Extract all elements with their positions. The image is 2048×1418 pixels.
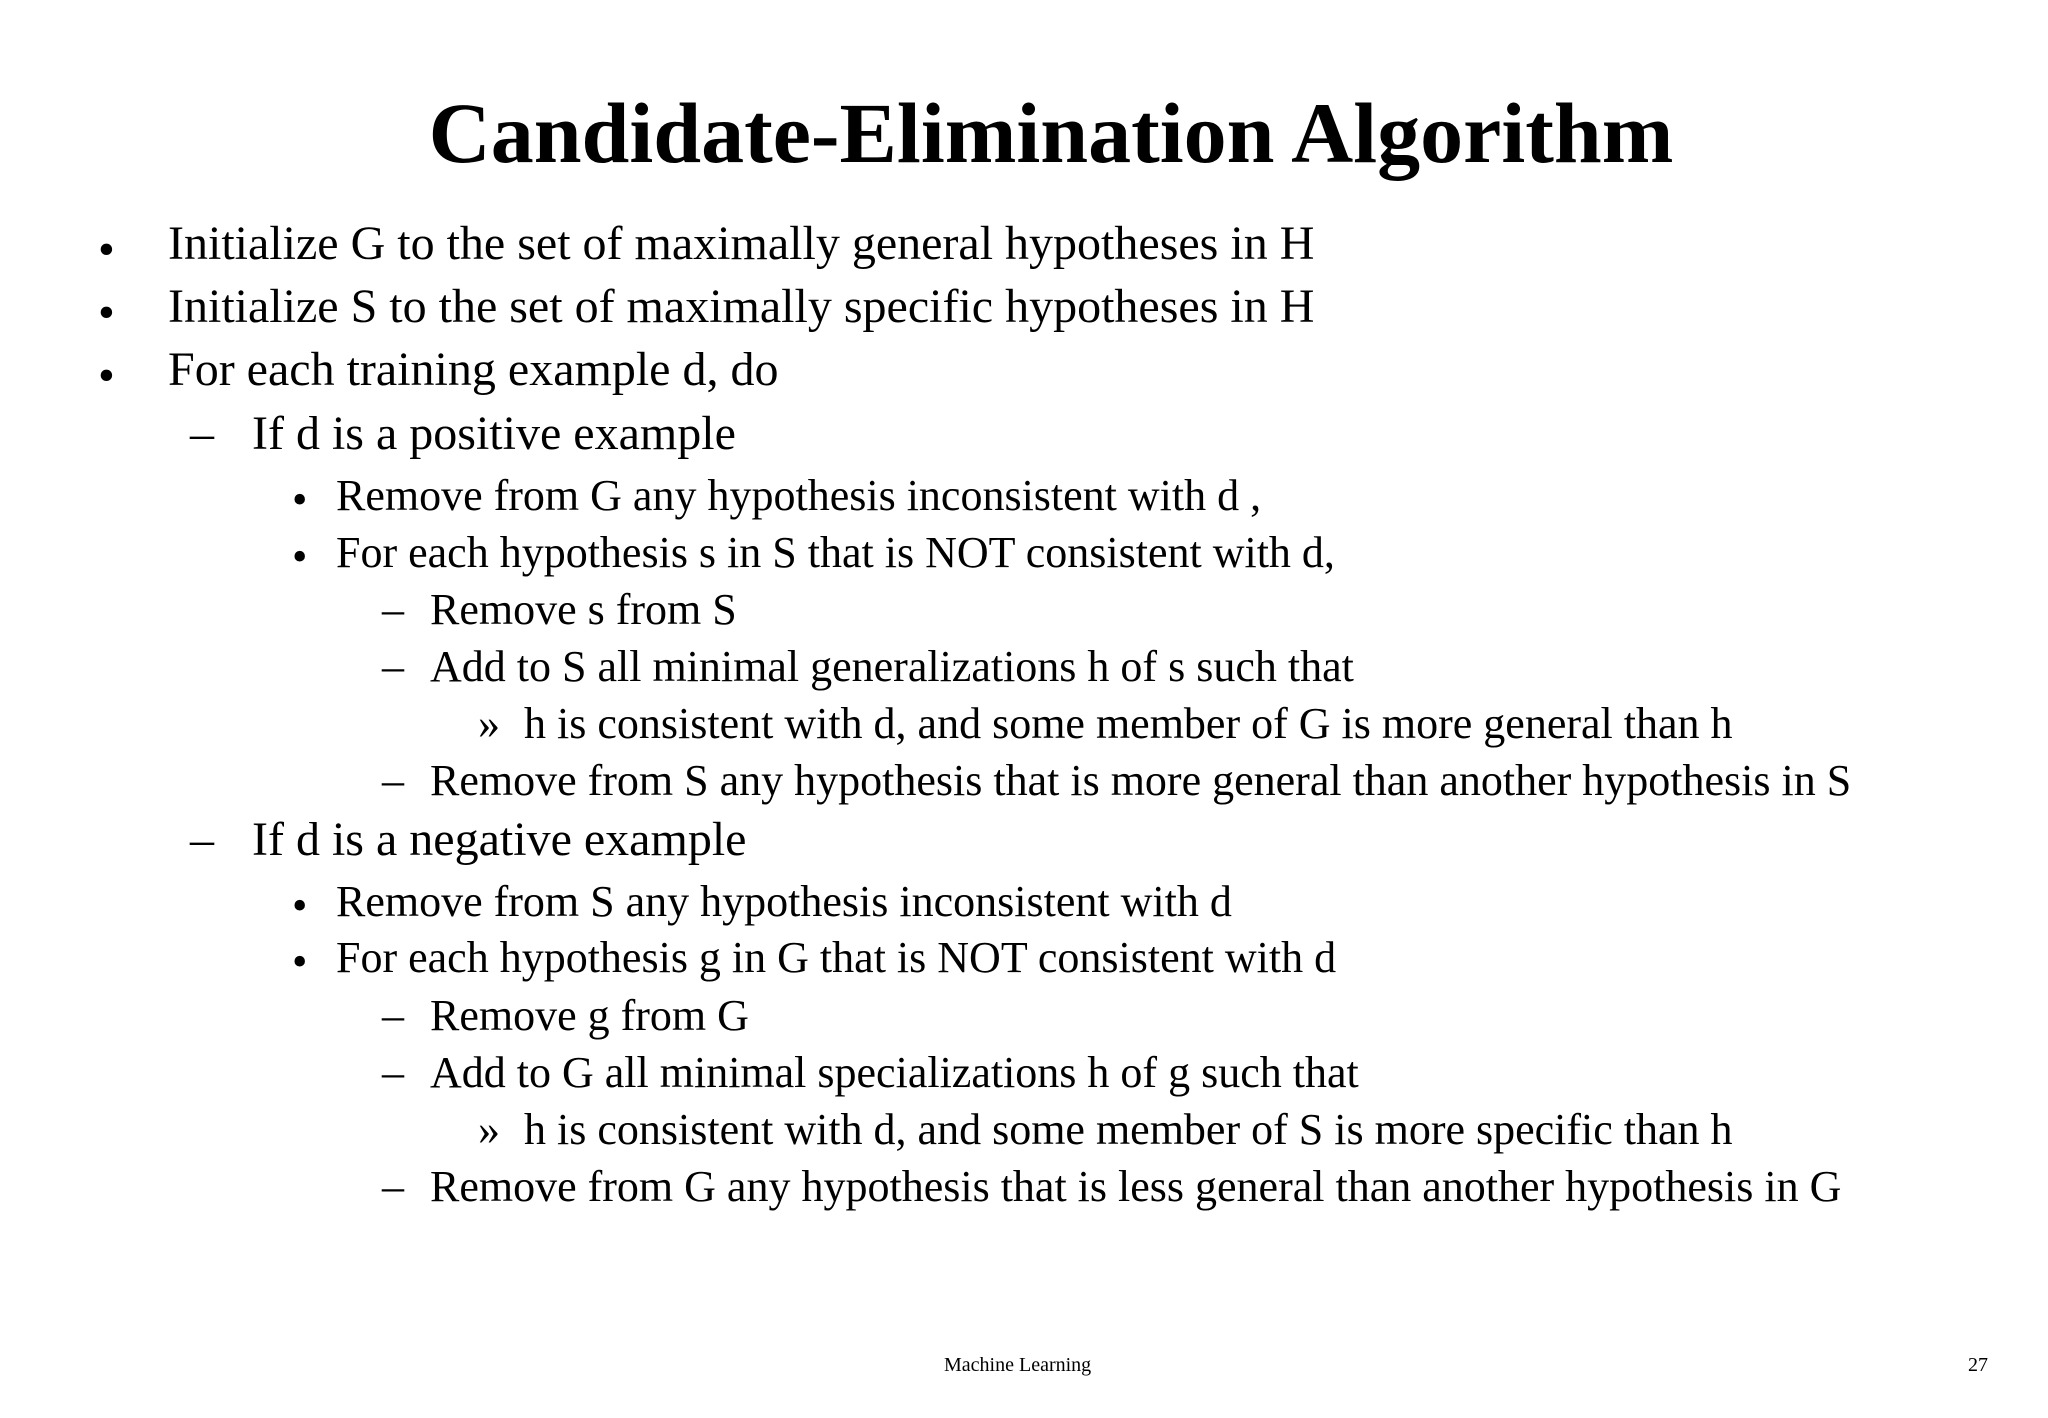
chevron-marker: » <box>478 699 500 748</box>
sub-dash-remove-more-general: Remove from S any hypothesis that is more general than another hypothesis in S <box>430 756 1852 805</box>
dash-marker: – <box>382 756 404 805</box>
dash-item-negative: If d is a negative example <box>252 813 747 866</box>
bullet-marker: • <box>292 475 308 524</box>
page-number: 27 <box>1968 1354 1988 1376</box>
bullet-marker: • <box>292 881 308 930</box>
dash-marker: – <box>190 407 214 460</box>
chevron-item-consistent-g: h is consistent with d, and some member of G is more general than h <box>524 699 1733 748</box>
footer-course: Machine Learning <box>944 1354 1092 1376</box>
bullet-marker: • <box>98 286 115 339</box>
bullet-item-2: Initialize S to the set of maximally specific hypotheses in H <box>168 280 1315 333</box>
bullet-marker: • <box>292 937 308 986</box>
dash-marker: – <box>382 991 404 1040</box>
bullet-marker: • <box>292 532 308 581</box>
dash-item-positive: If d is a positive example <box>252 407 736 460</box>
dash-marker: – <box>382 1162 404 1211</box>
dash-marker: – <box>382 1048 404 1097</box>
sub-bullet-remove-s: Remove from S any hypothesis inconsistent with d <box>336 877 1232 926</box>
slide-title: Candidate-Elimination Algorithm <box>428 85 1674 181</box>
sub-bullet-for-each-s: For each hypothesis s in S that is NOT consistent with d, <box>336 528 1335 577</box>
bullet-marker: • <box>98 349 115 402</box>
sub-dash-add-specializations: Add to G all minimal specializations h of g such that <box>430 1048 1359 1097</box>
dash-marker: – <box>190 813 214 866</box>
bullet-item-1: Initialize G to the set of maximally general hypotheses in H <box>168 217 1315 270</box>
bullet-marker: • <box>98 223 115 276</box>
sub-dash-add-generalizations: Add to S all minimal generalizations h of s such that <box>430 642 1354 691</box>
sub-dash-remove-g: Remove g from G <box>430 991 749 1040</box>
sub-dash-remove-less-general: Remove from G any hypothesis that is less general than another hypothesis in G <box>430 1162 1842 1211</box>
sub-dash-remove-s: Remove s from S <box>430 585 737 634</box>
sub-bullet-remove-g: Remove from G any hypothesis inconsistent with d , <box>336 471 1262 520</box>
chevron-item-consistent-s: h is consistent with d, and some member of S is more specific than h <box>524 1105 1733 1154</box>
bullet-item-3: For each training example d, do <box>168 343 779 396</box>
dash-marker: – <box>382 585 404 634</box>
chevron-marker: » <box>478 1105 500 1154</box>
dash-marker: – <box>382 642 404 691</box>
sub-bullet-for-each-g: For each hypothesis g in G that is NOT consistent with d <box>336 933 1337 982</box>
